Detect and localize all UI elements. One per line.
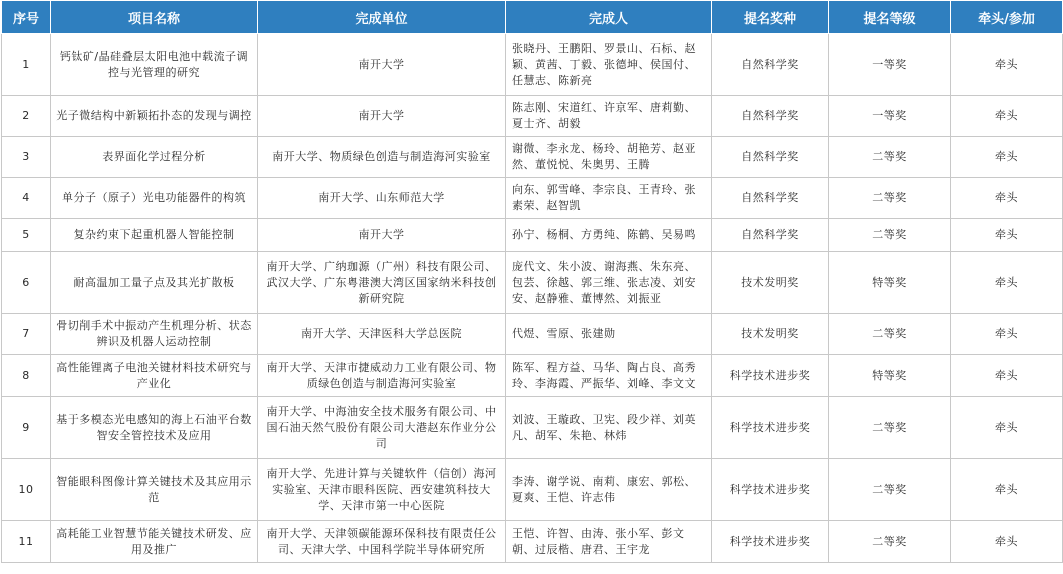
- people: 代煜、雪原、张建勋: [506, 314, 712, 355]
- award-type: 科学技术进步奖: [712, 355, 829, 397]
- award-type: 自然科学奖: [712, 219, 829, 252]
- people: 庞代文、朱小波、谢海燕、朱东亮、包芸、徐越、郭三维、张志凌、刘安安、赵静雅、董博然、刘振亚: [506, 252, 712, 314]
- people: 谢微、李永龙、杨玲、胡艳芳、赵亚然、董悦悦、朱奥男、王腾: [506, 137, 712, 178]
- table-row: [2, 397, 1063, 459]
- award-type: 科学技术进步奖: [712, 521, 829, 563]
- unit: 南开大学、天津领碳能源环保科技有限责任公司、天津大学、中国科学院半导体研究所: [258, 521, 506, 563]
- unit: 南开大学、广纳珈源（广州）科技有限公司、武汉大学、广东粤港澳大湾区国家纳米科技创新研究院: [258, 252, 506, 314]
- people: 张晓丹、王鹏阳、罗景山、石标、赵颖、黄茜、丁毅、张德坤、侯国付、任慧志、陈新亮: [506, 34, 712, 96]
- project-name: 钙钛矿/晶硅叠层太阳电池中载流子调控与光管理的研究: [51, 34, 258, 96]
- award-type: 自然科学奖: [712, 178, 829, 219]
- award-level: 二等奖: [829, 459, 951, 521]
- award-level: 二等奖: [829, 137, 951, 178]
- row-no: 2: [2, 96, 51, 137]
- unit: 南开大学、物质绿色创造与制造海河实验室: [258, 137, 506, 178]
- row-no: 5: [2, 219, 51, 252]
- role: 牵头: [951, 137, 1063, 178]
- header-row: [2, 1, 1063, 34]
- award-level: 一等奖: [829, 96, 951, 137]
- project-name: 表界面化学过程分析: [51, 137, 258, 178]
- row-no: 7: [2, 314, 51, 355]
- project-name: 骨切削手术中振动产生机理分析、状态辨识及机器人运动控制: [51, 314, 258, 355]
- people: 孙宁、杨桐、方勇纯、陈鹤、吴易鸣: [506, 219, 712, 252]
- role: 牵头: [951, 178, 1063, 219]
- unit: 南开大学、中海油安全技术服务有限公司、中国石油天然气股份有限公司大港赵东作业分公司: [258, 397, 506, 459]
- role: 牵头: [951, 34, 1063, 96]
- table-row: [2, 314, 1063, 355]
- header-no: 序号: [2, 1, 51, 34]
- unit: 南开大学: [258, 219, 506, 252]
- project-name: 复杂约束下起重机器人智能控制: [51, 219, 258, 252]
- award-type: 自然科学奖: [712, 34, 829, 96]
- header-project-name: 项目名称: [51, 1, 258, 34]
- role: 牵头: [951, 252, 1063, 314]
- project-name: 单分子（原子）光电功能器件的构筑: [51, 178, 258, 219]
- project-name: 耐高温加工量子点及其光扩散板: [51, 252, 258, 314]
- award-type: 科学技术进步奖: [712, 397, 829, 459]
- row-no: 4: [2, 178, 51, 219]
- header-role: 牵头/参加: [951, 1, 1063, 34]
- award-type: 自然科学奖: [712, 137, 829, 178]
- table-row: [2, 355, 1063, 397]
- row-no: 10: [2, 459, 51, 521]
- award-level: 二等奖: [829, 314, 951, 355]
- header-award-type: 提名奖种: [712, 1, 829, 34]
- role: 牵头: [951, 355, 1063, 397]
- header-unit: 完成单位: [258, 1, 506, 34]
- people: 向东、郭雪峰、李宗良、王青玲、张素荣、赵智凯: [506, 178, 712, 219]
- award-level: 二等奖: [829, 397, 951, 459]
- award-type: 自然科学奖: [712, 96, 829, 137]
- table-row: [2, 219, 1063, 252]
- people: 李涛、谢学说、南莉、康宏、郭松、夏爽、王恺、许志伟: [506, 459, 712, 521]
- role: 牵头: [951, 219, 1063, 252]
- unit: 南开大学: [258, 34, 506, 96]
- table-row: [2, 521, 1063, 563]
- row-no: 11: [2, 521, 51, 563]
- award-level: 二等奖: [829, 521, 951, 563]
- people: 陈志刚、宋道红、许京军、唐莉勤、夏士齐、胡毅: [506, 96, 712, 137]
- people: 陈军、程方益、马华、陶占良、高秀玲、李海霞、严振华、刘峰、李文文: [506, 355, 712, 397]
- role: 牵头: [951, 521, 1063, 563]
- project-name: 光子微结构中新颖拓扑态的发现与调控: [51, 96, 258, 137]
- unit: 南开大学、天津市捷威动力工业有限公司、物质绿色创造与制造海河实验室: [258, 355, 506, 397]
- project-name: 高耗能工业智慧节能关键技术研发、应用及推广: [51, 521, 258, 563]
- table-row: [2, 137, 1063, 178]
- row-no: 1: [2, 34, 51, 96]
- row-no: 9: [2, 397, 51, 459]
- people: 刘波、王璇政、卫宪、段少祥、刘英凡、胡军、朱艳、林炜: [506, 397, 712, 459]
- award-type: 科学技术进步奖: [712, 459, 829, 521]
- row-no: 6: [2, 252, 51, 314]
- table-row: [2, 252, 1063, 314]
- people: 王恺、许智、由涛、张小军、彭文朝、过辰楷、唐君、王宇龙: [506, 521, 712, 563]
- project-name: 智能眼科图像计算关键技术及其应用示范: [51, 459, 258, 521]
- role: 牵头: [951, 397, 1063, 459]
- role: 牵头: [951, 459, 1063, 521]
- unit: 南开大学、先进计算与关键软件（信创）海河实验室、天津市眼科医院、西安建筑科技大学、天津市第一中心医院: [258, 459, 506, 521]
- award-level: 特等奖: [829, 355, 951, 397]
- award-type: 技术发明奖: [712, 314, 829, 355]
- row-no: 3: [2, 137, 51, 178]
- table-row: [2, 96, 1063, 137]
- project-name: 基于多模态光电感知的海上石油平台数智安全管控技术及应用: [51, 397, 258, 459]
- row-no: 8: [2, 355, 51, 397]
- header-award-level: 提名等级: [829, 1, 951, 34]
- header-people: 完成人: [506, 1, 712, 34]
- table-row: [2, 178, 1063, 219]
- unit: 南开大学、山东师范大学: [258, 178, 506, 219]
- award-level: 一等奖: [829, 34, 951, 96]
- award-level: 特等奖: [829, 252, 951, 314]
- award-level: 二等奖: [829, 219, 951, 252]
- role: 牵头: [951, 96, 1063, 137]
- table-row: [2, 459, 1063, 521]
- role: 牵头: [951, 314, 1063, 355]
- table-row: [2, 34, 1063, 96]
- awards-table: [1, 0, 1063, 563]
- project-name: 高性能锂离子电池关键材料技术研究与产业化: [51, 355, 258, 397]
- award-type: 技术发明奖: [712, 252, 829, 314]
- unit: 南开大学: [258, 96, 506, 137]
- unit: 南开大学、天津医科大学总医院: [258, 314, 506, 355]
- award-level: 二等奖: [829, 178, 951, 219]
